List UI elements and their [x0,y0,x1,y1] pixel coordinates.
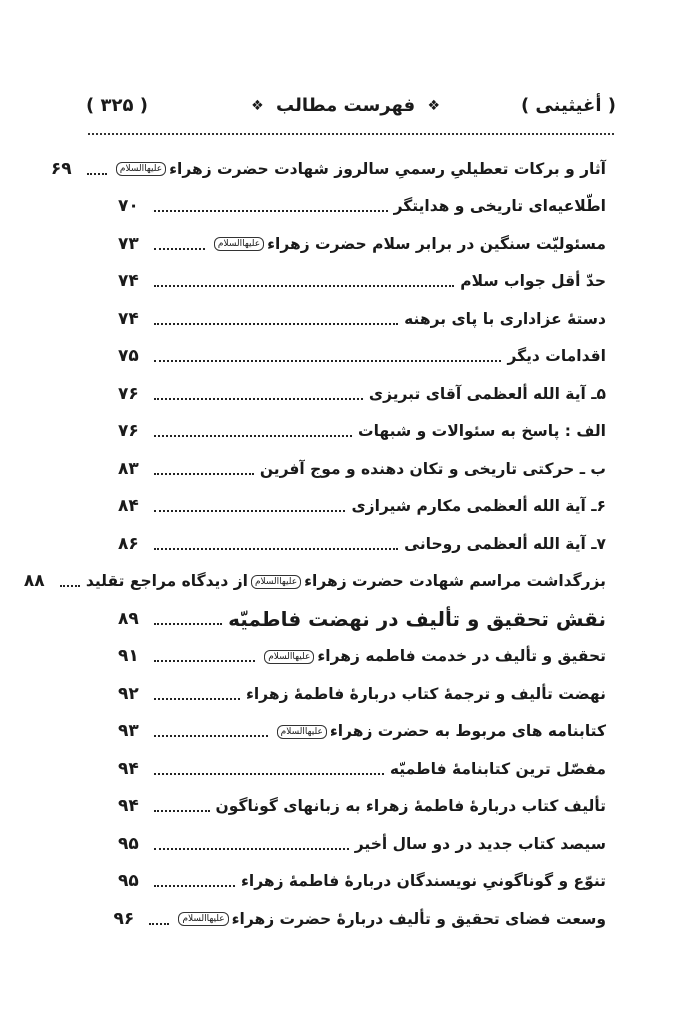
dot-leader [154,323,398,325]
dot-leader [154,773,384,775]
toc-entry [118,338,606,376]
toc-entry-title [246,685,606,703]
dot-leader [154,398,363,400]
honorific-glyph-icon: علیهاالسلام [251,575,301,589]
toc-entry-title [274,722,606,740]
toc-entry-title [113,160,606,178]
ornament-left-icon: ❖ [251,98,264,114]
dot-leader [154,210,388,212]
toc-page-number: ۷۳ [118,233,139,254]
toc-page-number: ۸۹ [118,608,139,629]
toc-entry-text: نهضت تألیف و ترجمهٔ کتاب دربارهٔ فاطمهٔ زهراء [245,684,606,703]
dot-leader [87,173,107,175]
dot-leader [149,923,169,925]
toc-entry [118,375,606,413]
toc-page-number: ۸۳ [118,458,139,479]
section-title-group [251,95,446,116]
toc-entry-text: ۷ـ آیة الله ألعظمی روحانی [404,534,606,553]
toc-entry-title [261,647,606,665]
honorific-glyph-icon: علیهاالسلام [264,650,314,664]
dot-leader [154,698,240,700]
toc-entry [113,900,606,938]
dot-leader [154,510,345,512]
toc-entry-title [216,797,606,815]
toc-entry [23,563,606,601]
honorific-glyph-icon: علیهاالسلام [116,162,166,176]
toc-entry-text: بزرگداشت مراسم شهادت حضرت زهراء [304,572,606,591]
header-divider [88,133,614,135]
dot-leader [154,660,255,662]
honorific-glyph-icon: علیهاالسلام [277,725,327,739]
toc-page-number: ۷۶ [118,383,139,404]
toc-entry-text: وسعت فضای تحقیق و تألیف دربارهٔ حضرت زهراء [231,909,606,928]
dot-leader [154,248,205,250]
page-number: ( ۳۲۵ ) [86,95,148,116]
toc-entry-title [228,607,606,631]
toc-entry [118,713,606,751]
dot-leader [154,735,268,737]
toc-page-number: ۹۴ [118,796,139,817]
dot-leader [154,473,254,475]
book-title: ( أغیثینی ) [520,95,616,116]
toc-entry-title [211,235,606,253]
toc-entry-title [404,310,606,328]
toc-entry-title [507,347,606,365]
toc-entry-text: الف : پاسخ به سئوالات و شبهات [358,422,606,441]
toc-entry-text: ب ـ حرکتی تاریخی و تکان دهنده و موج آفرین [259,459,606,478]
toc-page-number: ۹۱ [118,646,139,667]
toc-entry-title [260,460,606,478]
running-header [86,95,616,129]
toc-entry [118,263,606,301]
toc-page-number: ۹۴ [118,758,139,779]
toc-entry-text: اطّلاعیه‌ای تاریخی و هدایتگر [393,197,606,216]
toc-entry-text: ۵ـ آیة الله ألعظمی آقای تبریزی [368,384,606,403]
toc-entry-title [351,497,606,515]
toc-entry-text: مسئولیّت سنگین در برابر سلام حضرت زهراء [267,234,606,253]
dot-leader [154,548,398,550]
toc-page-number: ۹۵ [118,871,139,892]
toc-entry-text: مفصّل ترین کتابنامهٔ فاطمیّه [389,759,606,778]
toc-page-number: ۹۵ [118,833,139,854]
dot-leader [154,810,210,812]
toc-entry-text-suffix: از دیدگاه مراجع تقلید [85,572,248,591]
toc-entry-text: سیصد کتاب جدید در دو سال أخیر [354,834,606,853]
toc-page-number: ۸۶ [118,533,139,554]
toc-entry [118,863,606,901]
toc-entry [50,150,606,188]
toc-entry-title [404,535,606,553]
toc-page-number: ۸۴ [118,496,139,517]
toc-entry [118,188,606,226]
toc-page-number: ۷۶ [118,421,139,442]
toc-section-heading [118,600,606,638]
dot-leader [60,585,80,587]
toc-entry-title [394,197,606,215]
toc-page-number: ۹۳ [118,721,139,742]
toc-entry [118,488,606,526]
honorific-glyph-icon: علیهاالسلام [214,237,264,251]
toc-entry-text: تحقیق و تألیف در خدمت فاطمه زهراء [317,647,606,666]
toc-entry-text: آثار و برکات تعطیلیِ رسمیِ سالروز شهادت حضرت زهراء [169,159,606,178]
toc-entry [118,300,606,338]
toc-page-number: ۷۴ [118,308,139,329]
toc-entry-title [460,272,606,290]
toc-page-number: ۷۴ [118,271,139,292]
toc-entry-title [241,872,606,890]
section-title: فهرست مطالب [276,95,416,116]
toc-page-number: ۶۹ [50,158,72,179]
toc-entry-title [175,910,606,928]
toc-page-number: ۷۰ [118,196,139,217]
dot-leader [154,623,222,625]
toc-entry-text: اقدامات دیگر [507,347,606,366]
toc-entry-title [355,835,606,853]
toc-entry-text: نقش تحقیق و تألیف در نهضت فاطمیّه [228,606,606,631]
toc-entry [118,750,606,788]
toc-entry [118,225,606,263]
toc-entry [118,675,606,713]
toc-entry-title [358,422,606,440]
toc-entry [118,638,606,676]
toc-entry-text: دستهٔ عزاداری با پای برهنه [404,309,606,328]
toc-page-number: ۸۸ [23,571,45,592]
toc-entry-text: کتابنامه های مربوط به حضرت زهراء [329,722,606,741]
toc-page-number: ۷۵ [118,346,139,367]
toc-entry [118,525,606,563]
toc-entry-title [369,385,606,403]
toc-entry-text: ۶ـ آیة الله ألعظمی مکارم شیرازی [351,497,606,516]
toc-entry [118,788,606,826]
dot-leader [154,435,352,437]
honorific-glyph-icon: علیهاالسلام [178,912,228,926]
toc-entry [118,413,606,451]
toc-page-number: ۹۶ [113,908,135,929]
toc-entry [118,825,606,863]
toc-entry-title [390,760,606,778]
toc-entry [118,450,606,488]
dot-leader [154,360,501,362]
toc-page-number: ۹۲ [118,683,139,704]
toc-entry-title [86,572,606,590]
toc-entry-text: حدّ أقل جواب سلام [460,272,606,291]
toc-entry-text: تألیف کتاب دربارهٔ فاطمهٔ زهراء به زبانهای گوناگون [215,797,606,816]
dot-leader [154,885,235,887]
ornament-right-icon: ❖ [427,98,440,114]
toc-entry-text: تنوّع و گوناگونیِ نویسندگان دربارهٔ فاطمهٔ زهراء [240,872,606,891]
dot-leader [154,285,454,287]
dot-leader [154,848,349,850]
table-of-contents [23,150,606,938]
